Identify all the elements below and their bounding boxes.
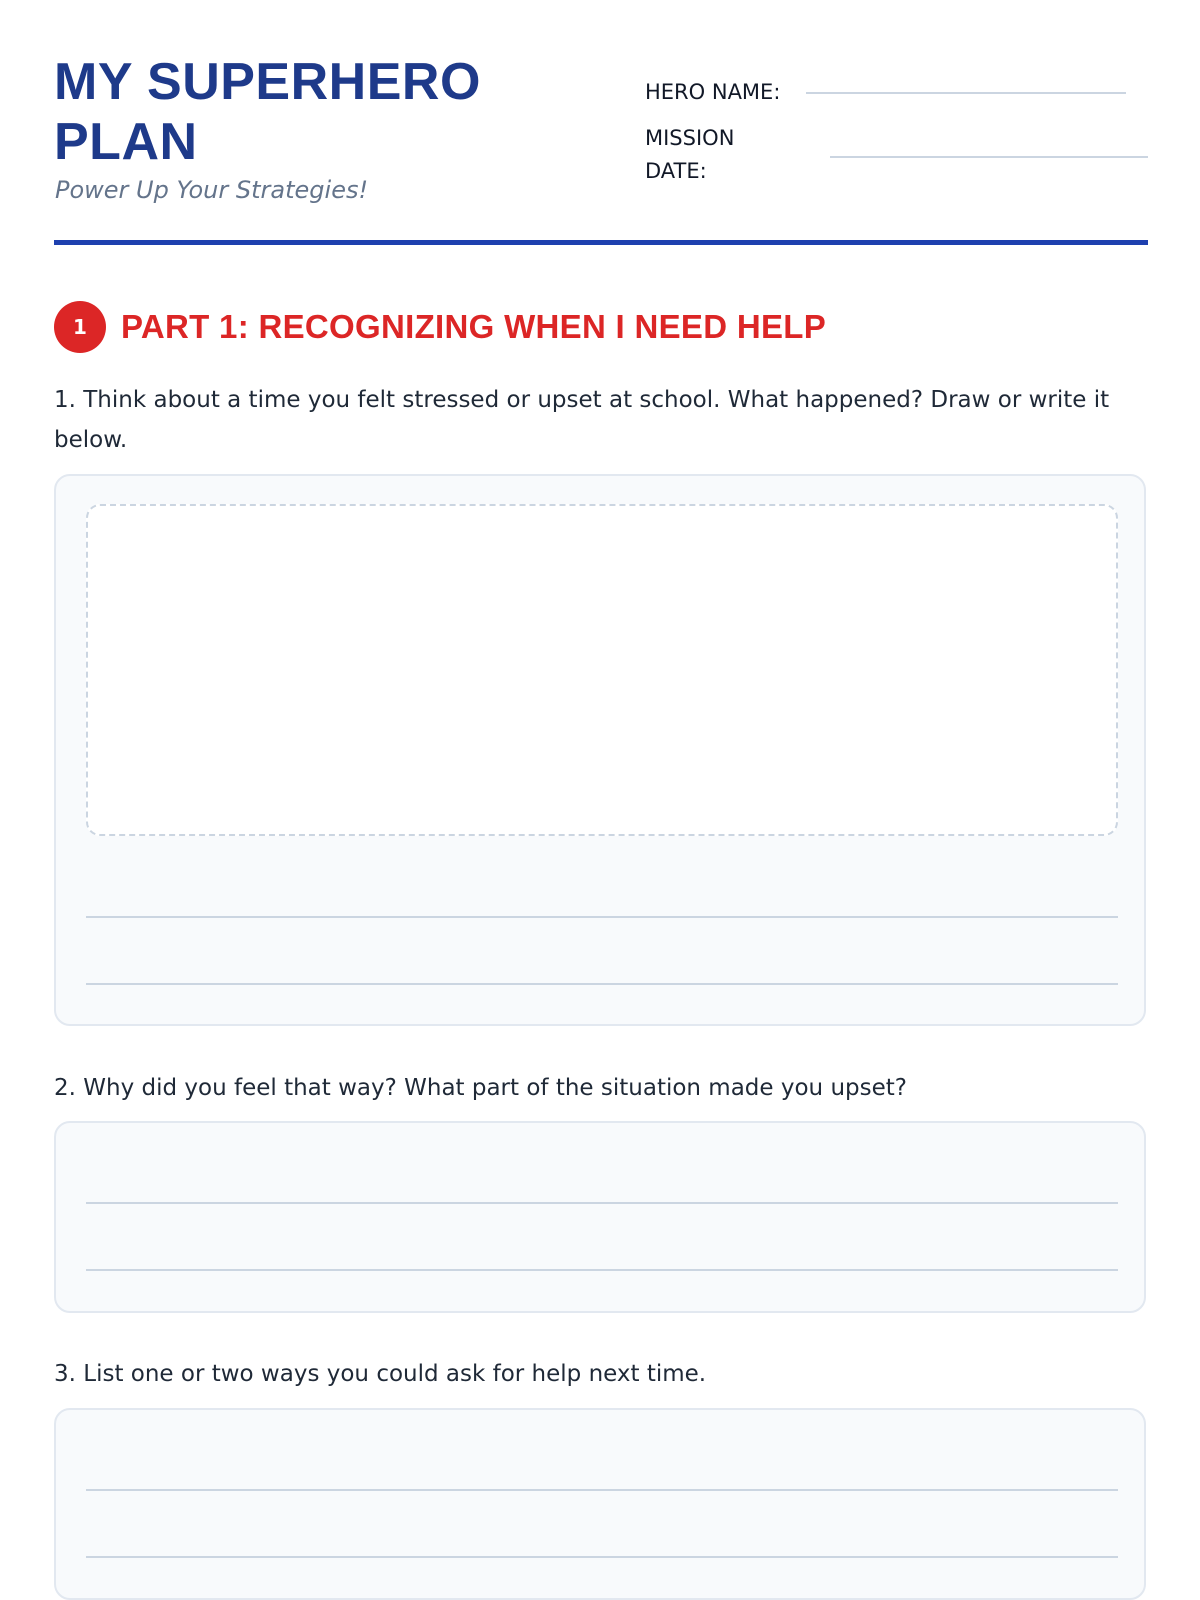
question-3: 3. List one or two ways you could ask for help next time. <box>54 1361 707 1387</box>
question-1: 1. Think about a time you felt stressed or upset at school. What happened? Draw or write it below. <box>54 387 1110 453</box>
mission-date-field[interactable] <box>830 156 1148 158</box>
question-2: 2. Why did you feel that way? What part of the situation made you upset? <box>54 1075 907 1101</box>
writing-line[interactable] <box>86 983 1118 985</box>
mission-date-label-line1: MISSION <box>645 126 735 150</box>
worksheet-subtitle: Power Up Your Strategies! <box>55 176 369 204</box>
hero-name-field[interactable] <box>806 92 1126 94</box>
writing-line[interactable] <box>86 916 1118 918</box>
mission-date-label-line2: DATE: <box>645 159 707 183</box>
part-1-heading: PART 1: RECOGNIZING WHEN I NEED HELP <box>121 308 827 345</box>
writing-line[interactable] <box>86 1489 1118 1491</box>
drawing-area[interactable] <box>86 504 1118 836</box>
answer-box-3[interactable] <box>54 1408 1146 1600</box>
writing-line[interactable] <box>86 1269 1118 1271</box>
worksheet-title: MY SUPERHERO PLAN <box>54 53 481 171</box>
answer-box-1[interactable] <box>54 474 1146 1026</box>
part-number-badge: 1 <box>54 301 106 353</box>
writing-line[interactable] <box>86 1556 1118 1558</box>
writing-line[interactable] <box>86 1202 1118 1204</box>
hero-name-label: HERO NAME: <box>645 80 781 104</box>
answer-box-2[interactable] <box>54 1121 1146 1313</box>
header-divider <box>54 240 1148 245</box>
